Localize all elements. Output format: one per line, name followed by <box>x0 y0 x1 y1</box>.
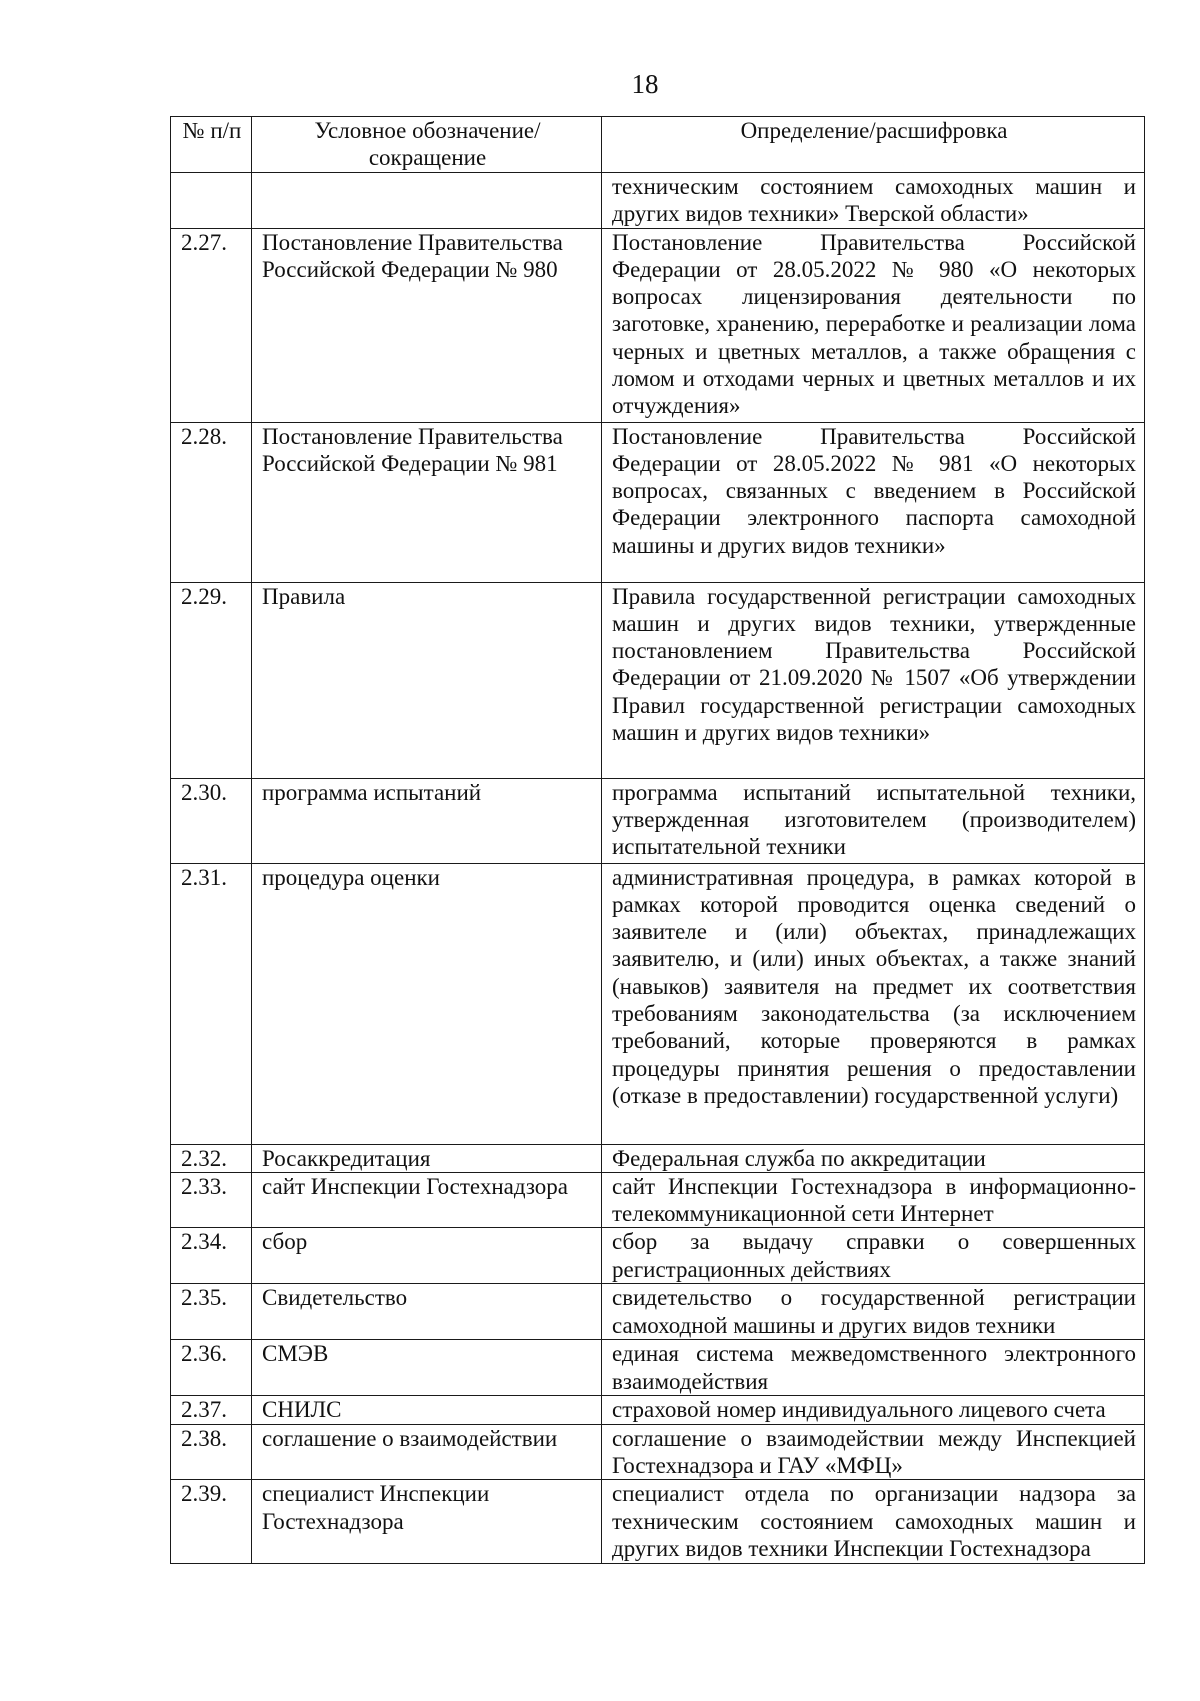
row-abbreviation: Правила <box>252 582 602 778</box>
row-number: 2.29. <box>171 582 252 778</box>
row-definition: Постановление Правительства Российской Федерации от 28.05.2022 № 980 «О некоторых вопросах лицензирования деятельности по заготовке, хранению, переработке и реализации лома черных и цветных металлов, а также обращения с ломом и отходами черных и цветных металлов и их отчуждения» <box>602 228 1145 422</box>
row-abbreviation: сбор <box>252 1228 602 1284</box>
table-row <box>171 172 1145 228</box>
row-abbreviation: Свидетельство <box>252 1284 602 1340</box>
row-definition: сбор за выдачу справки о совершенных регистрационных действиях <box>602 1228 1145 1284</box>
row-definition: соглашение о взаимодействии между Инспекцией Гостехнадзора и ГАУ «МФЦ» <box>602 1424 1145 1480</box>
row-number: 2.31. <box>171 863 252 1144</box>
table-row <box>171 1228 1145 1284</box>
row-number: 2.27. <box>171 228 252 422</box>
row-number: 2.32. <box>171 1144 252 1172</box>
row-definition: единая система межведомственного электронного взаимодействия <box>602 1340 1145 1396</box>
table-row <box>171 1396 1145 1424</box>
row-abbreviation: специалист Инспекции Гостехнадзора <box>252 1480 602 1564</box>
row-definition: Федеральная служба по аккредитации <box>602 1144 1145 1172</box>
row-definition: программа испытаний испытательной техники, утвержденная изготовителем (производителем) испытательной техники <box>602 778 1145 863</box>
row-abbreviation: Постановление Правительства Российской Федерации № 981 <box>252 422 602 582</box>
table-row <box>171 1340 1145 1396</box>
row-number: 2.34. <box>171 1228 252 1284</box>
row-number: 2.30. <box>171 778 252 863</box>
header-abbreviation: Условное обозначение/сокращение <box>252 117 602 173</box>
row-definition: сайт Инспекции Гостехнадзора в информационно-телекоммуникационной сети Интернет <box>602 1172 1145 1228</box>
table-row <box>171 1144 1145 1172</box>
table-header-row <box>171 117 1145 173</box>
row-abbreviation: сайт Инспекции Гостехнадзора <box>252 1172 602 1228</box>
header-number: № п/п <box>171 117 252 173</box>
table-row <box>171 1284 1145 1340</box>
row-number: 2.33. <box>171 1172 252 1228</box>
row-abbreviation: Росаккредитация <box>252 1144 602 1172</box>
row-definition: техническим состоянием самоходных машин и других видов техники» Тверской области» <box>602 172 1145 228</box>
row-number: 2.28. <box>171 422 252 582</box>
row-abbreviation: процедура оценки <box>252 863 602 1144</box>
row-number: 2.39. <box>171 1480 252 1564</box>
row-definition: свидетельство о государственной регистрации самоходной машины и других видов техники <box>602 1284 1145 1340</box>
table-row <box>171 1480 1145 1564</box>
definitions-table <box>170 116 1145 1564</box>
row-number: 2.36. <box>171 1340 252 1396</box>
row-abbreviation: СНИЛС <box>252 1396 602 1424</box>
table-row <box>171 863 1145 1144</box>
table-row <box>171 778 1145 863</box>
row-abbreviation: соглашение о взаимодействии <box>252 1424 602 1480</box>
row-definition: Постановление Правительства Российской Федерации от 28.05.2022 № 981 «О некоторых вопросах, связанных с введением в Российской Федерации электронного паспорта самоходной машины и других видов техники» <box>602 422 1145 582</box>
row-definition: административная процедура, в рамках которой в рамках которой проводится оценка сведений о заявителе и (или) объектах, принадлежащих заявителю, и (или) иных объектах, а также знаний (навыков) заявителя на предмет их соответствия требованиям законодательства (за исключением требований, которые проверяются в рамках процедуры принятия решения о предоставлении (отказе в предоставлении) государственной услуги) <box>602 863 1145 1144</box>
row-definition: Правила государственной регистрации самоходных машин и других видов техники, утвержденные постановлением Правительства Российской Федерации от 21.09.2020 № 1507 «Об утверждении Правил государственной регистрации самоходных машин и других видов техники» <box>602 582 1145 778</box>
row-abbreviation: СМЭВ <box>252 1340 602 1396</box>
table-row <box>171 582 1145 778</box>
row-definition: страховой номер индивидуального лицевого счета <box>602 1396 1145 1424</box>
page-number: 18 <box>631 69 659 99</box>
row-definition: специалист отдела по организации надзора за техническим состоянием самоходных машин и других видов техники Инспекции Гостехнадзора <box>602 1480 1145 1564</box>
row-number: 2.37. <box>171 1396 252 1424</box>
row-number: 2.35. <box>171 1284 252 1340</box>
row-abbreviation: программа испытаний <box>252 778 602 863</box>
row-number: 2.38. <box>171 1424 252 1480</box>
table-row <box>171 422 1145 582</box>
row-abbreviation: Постановление Правительства Российской Федерации № 980 <box>252 228 602 422</box>
table-row <box>171 1172 1145 1228</box>
table-row <box>171 1424 1145 1480</box>
row-abbreviation <box>252 172 602 228</box>
table-row <box>171 228 1145 422</box>
row-number <box>171 172 252 228</box>
header-definition: Определение/расшифровка <box>602 117 1145 173</box>
